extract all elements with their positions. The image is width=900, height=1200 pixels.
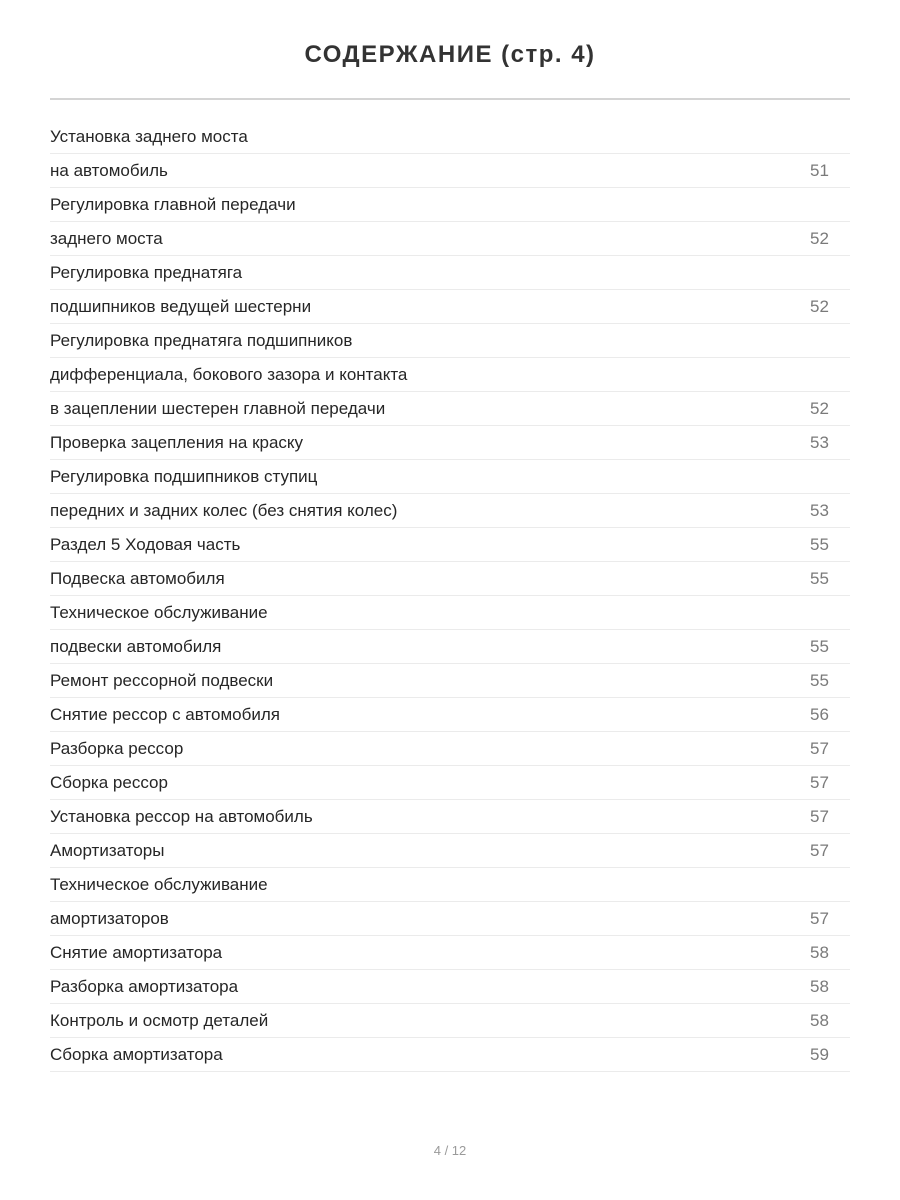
toc-entry-page-number: 58 xyxy=(810,1010,829,1030)
toc-entry-title: Разборка рессор xyxy=(50,738,184,758)
toc-entry-page-number: 52 xyxy=(810,398,829,418)
toc-entry-page-number: 57 xyxy=(810,738,829,758)
page-title: СОДЕРЖАНИЕ (стр. 4) xyxy=(304,41,596,68)
toc-entry-title: Техническое обслуживание xyxy=(50,602,268,622)
toc-entry xyxy=(50,256,850,290)
toc-entry-page-number: 53 xyxy=(810,500,829,520)
toc-entry xyxy=(50,766,850,800)
toc-entry xyxy=(50,596,850,630)
toc-entry xyxy=(50,834,850,868)
toc-entry-title: Контроль и осмотр деталей xyxy=(50,1010,269,1030)
toc-entry-title: в зацеплении шестерен главной передачи xyxy=(50,398,386,418)
toc-entry xyxy=(50,868,850,902)
toc-entry xyxy=(50,120,850,154)
toc-entry-title: Сборка рессор xyxy=(50,772,168,792)
toc-entry-page-number: 57 xyxy=(810,806,829,826)
toc-entry-page-number: 57 xyxy=(810,908,829,928)
toc-entry-page-number: 59 xyxy=(810,1044,829,1064)
toc-entry-page-number: 56 xyxy=(810,704,829,724)
toc-entry-page-number: 52 xyxy=(810,296,829,316)
table-of-contents xyxy=(50,120,850,1072)
toc-entry-title: заднего моста xyxy=(50,228,163,248)
toc-entry xyxy=(50,290,850,324)
toc-entry-page-number: 53 xyxy=(810,432,829,452)
toc-entry-page-number: 55 xyxy=(810,636,829,656)
toc-entry-title: Раздел 5 Ходовая часть xyxy=(50,534,241,554)
toc-entry xyxy=(50,494,850,528)
toc-entry-title: Разборка амортизатора xyxy=(50,976,239,996)
toc-entry xyxy=(50,392,850,426)
toc-entry xyxy=(50,426,850,460)
toc-entry-title: Установка рессор на автомобиль xyxy=(50,806,313,826)
toc-entry xyxy=(50,562,850,596)
toc-entry xyxy=(50,528,850,562)
toc-entry-page-number: 57 xyxy=(810,840,829,860)
title-divider xyxy=(50,98,850,100)
toc-entry xyxy=(50,970,850,1004)
toc-entry-title: Сборка амортизатора xyxy=(50,1044,223,1064)
toc-entry xyxy=(50,732,850,766)
toc-entry-title: Ремонт рессорной подвески xyxy=(50,670,274,690)
toc-entry-title: Снятие амортизатора xyxy=(50,942,223,962)
toc-entry xyxy=(50,800,850,834)
toc-entry xyxy=(50,936,850,970)
toc-entry-page-number: 52 xyxy=(810,228,829,248)
toc-entry xyxy=(50,698,850,732)
toc-entry-title: Установка заднего моста xyxy=(50,126,248,146)
toc-entry xyxy=(50,902,850,936)
toc-entry-title: Техническое обслуживание xyxy=(50,874,268,894)
toc-entry xyxy=(50,1004,850,1038)
toc-entry xyxy=(50,188,850,222)
toc-entry-title: Подвеска автомобиля xyxy=(50,568,225,588)
toc-entry-title: Регулировка преднатяга xyxy=(50,262,243,282)
toc-entry-title: на автомобиль xyxy=(50,160,168,180)
toc-entry-title: передних и задних колес (без снятия колес) xyxy=(50,500,398,520)
toc-entry xyxy=(50,324,850,358)
toc-entry-page-number: 55 xyxy=(810,670,829,690)
toc-entry xyxy=(50,358,850,392)
toc-entry-title: дифференциала, бокового зазора и контакта xyxy=(50,364,408,384)
toc-entry-page-number: 55 xyxy=(810,534,829,554)
toc-entry xyxy=(50,630,850,664)
toc-entry xyxy=(50,154,850,188)
toc-entry-title: Проверка зацепления на краску xyxy=(50,432,304,452)
page-indicator: 4 / 12 xyxy=(433,1143,467,1158)
toc-entry-page-number: 58 xyxy=(810,942,829,962)
toc-entry xyxy=(50,664,850,698)
toc-entry-title: Регулировка главной передачи xyxy=(50,194,296,214)
toc-entry-title: подвески автомобиля xyxy=(50,636,222,656)
toc-entry-title: Регулировка подшипников ступиц xyxy=(50,466,318,486)
toc-entry-title: амортизаторов xyxy=(50,908,169,928)
toc-entry-title: Регулировка преднатяга подшипников xyxy=(50,330,353,350)
toc-entry-page-number: 51 xyxy=(810,160,829,180)
toc-entry-page-number: 55 xyxy=(810,568,829,588)
toc-entry-title: Амортизаторы xyxy=(50,840,165,860)
toc-entry-page-number: 58 xyxy=(810,976,829,996)
toc-entry-title: подшипников ведущей шестерни xyxy=(50,296,312,316)
toc-entry xyxy=(50,1038,850,1072)
toc-entry-page-number: 57 xyxy=(810,772,829,792)
toc-entry xyxy=(50,222,850,256)
toc-entry xyxy=(50,460,850,494)
toc-entry-title: Снятие рессор с автомобиля xyxy=(50,704,280,724)
